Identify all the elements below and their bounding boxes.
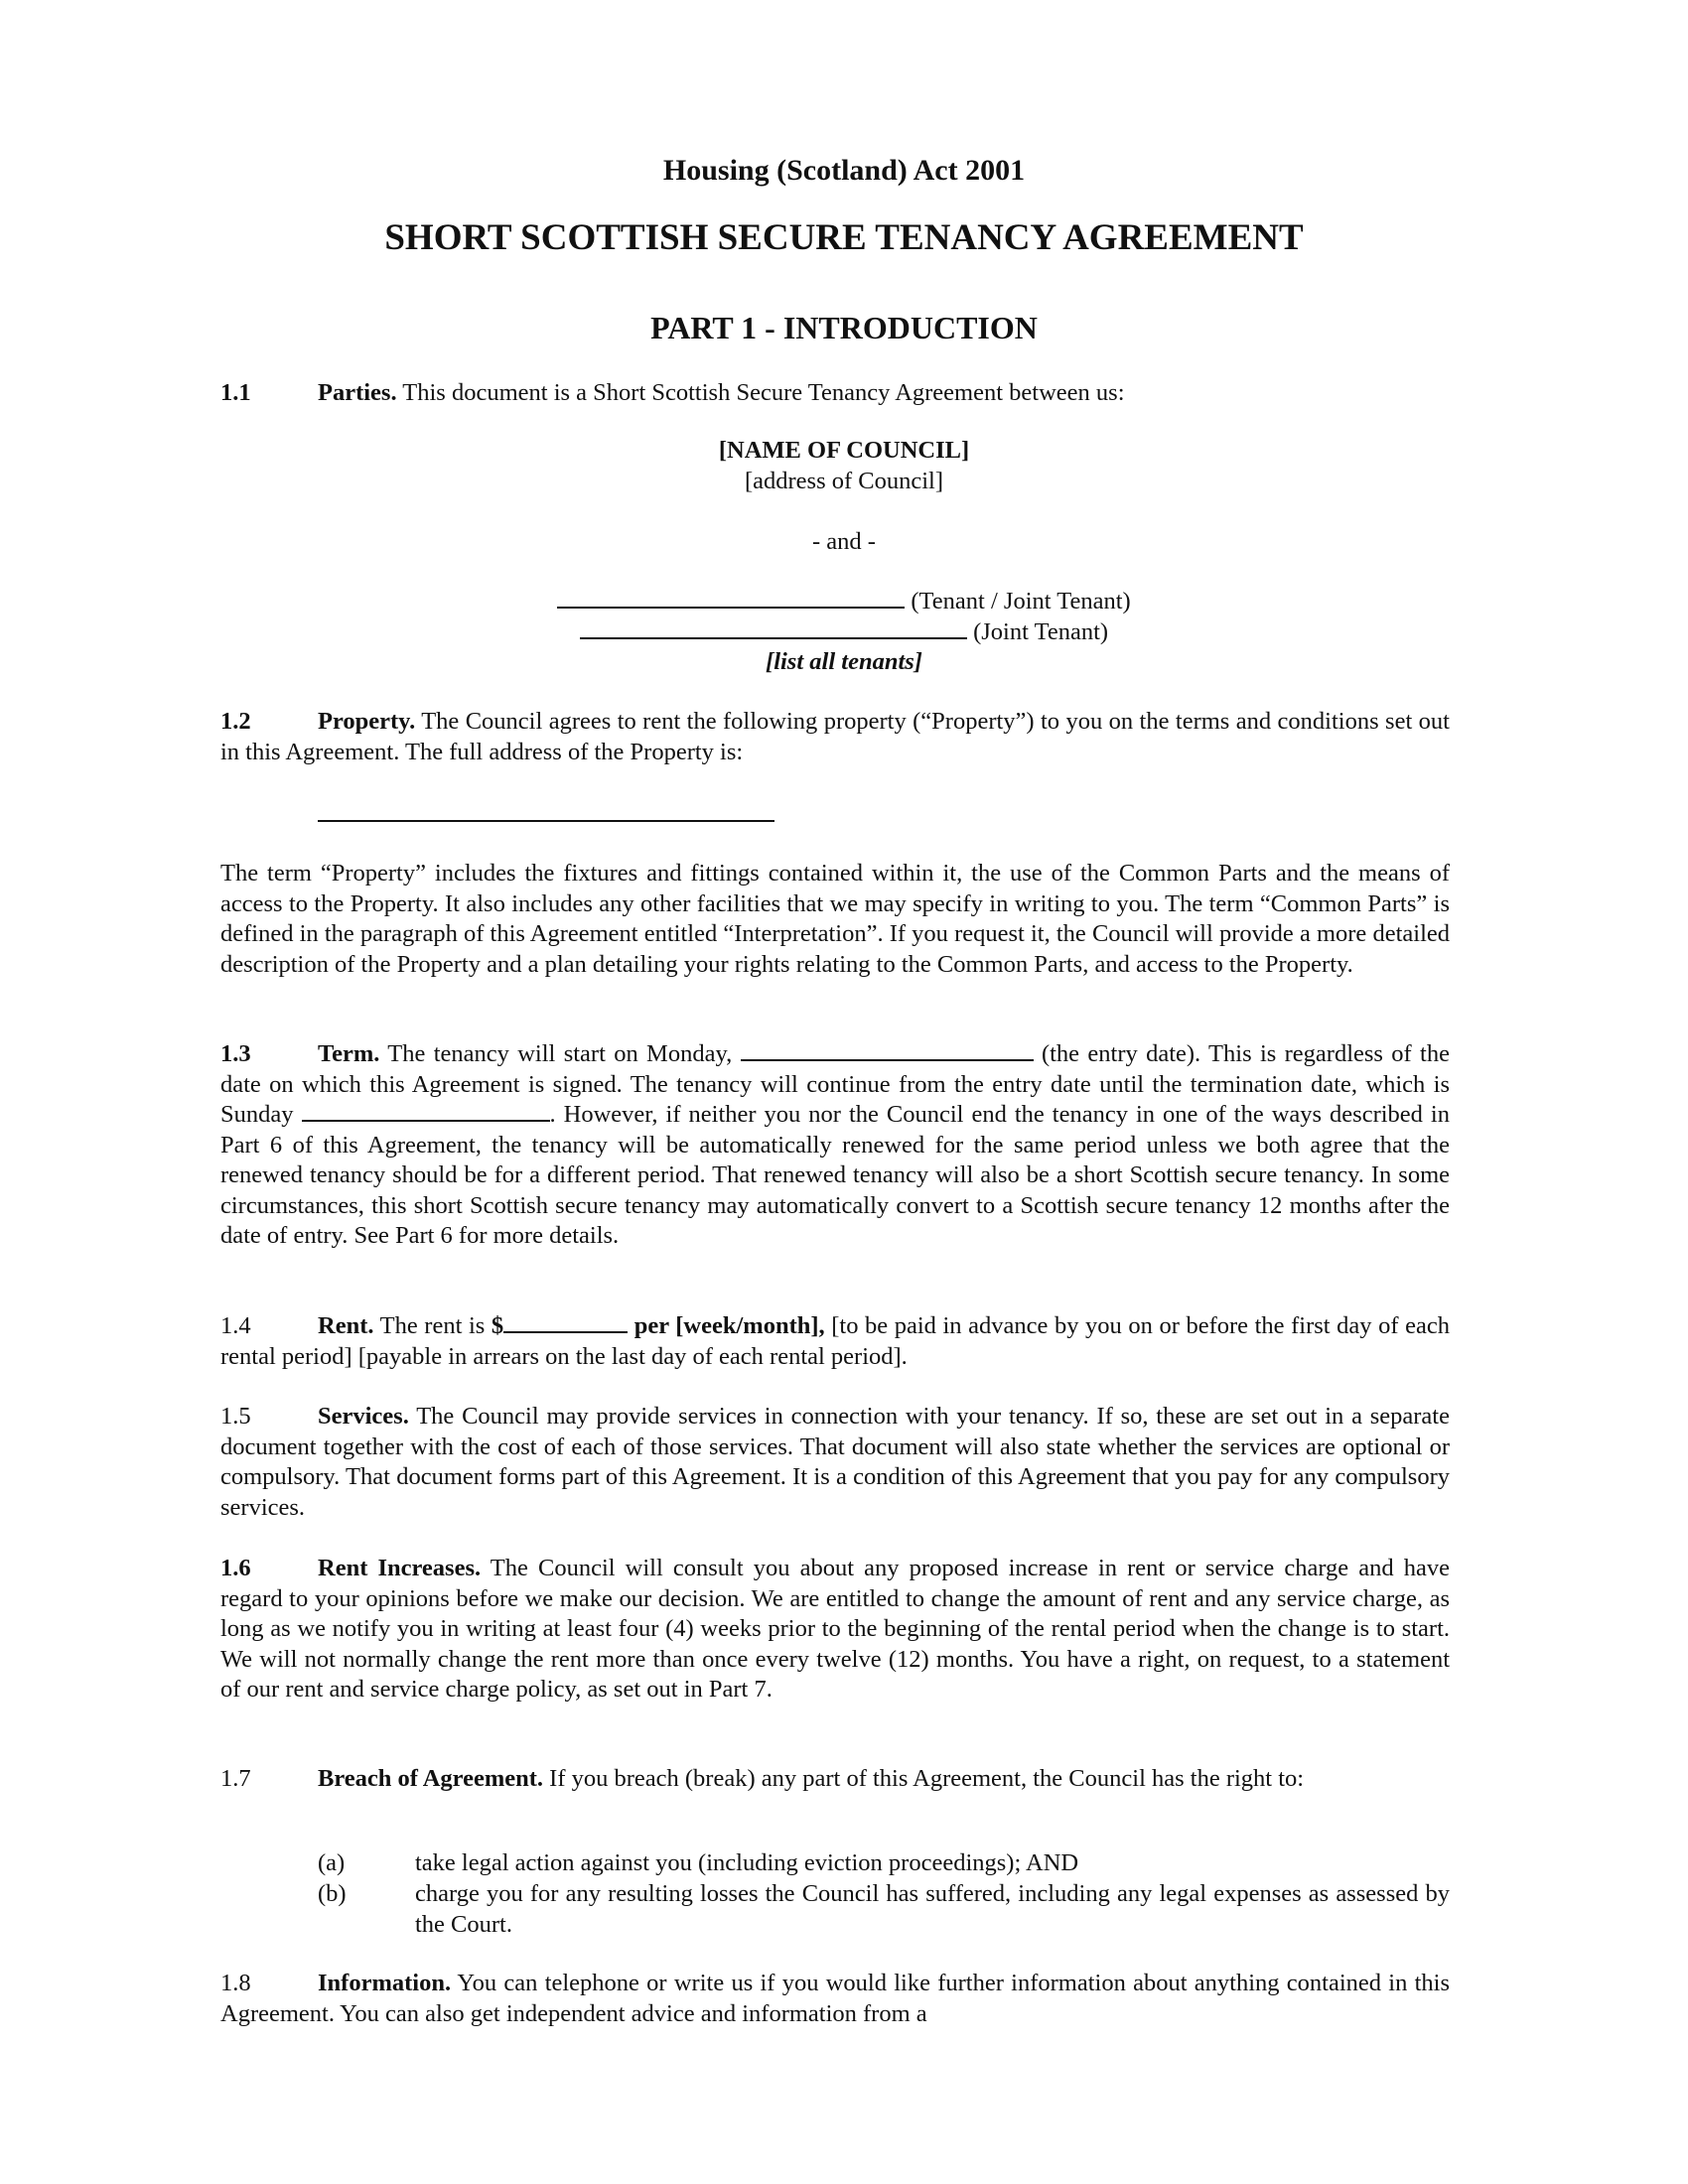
entry-date-blank[interactable] <box>741 1039 1034 1061</box>
tenant-line-2 <box>0 617 1688 648</box>
section-text: (the entry date). This is regardless of the date on which this Agreement is signed. The tenancy will continue from the entry date until the termination date, which is Sunday <box>220 1040 1450 1128</box>
section-number: 1.4 <box>220 1312 251 1339</box>
list-label: (b) <box>318 1880 347 1907</box>
property-address-blank[interactable] <box>318 820 774 822</box>
section-text: [to be paid in advance by you on or before the first day of each rental period] [payable in arrears on the last day of each rental period]. <box>220 1312 1450 1370</box>
list-item <box>318 1848 1450 1879</box>
section-heading: Information. <box>318 1970 452 1996</box>
section-heading: Services. <box>318 1403 409 1430</box>
section-1-6 <box>220 1554 1450 1706</box>
list-text: take legal action against you (including eviction proceedings); AND <box>415 1849 1079 1876</box>
list-label: (a) <box>318 1849 346 1876</box>
tenant-label-2: (Joint Tenant) <box>966 618 1109 645</box>
section-number: 1.2 <box>220 708 251 735</box>
section-1-5 <box>220 1402 1450 1523</box>
section-text: The Council agrees to rent the following property (“Property”) to you on the terms and conditions set out in this Agreement. The full address of the Property is: <box>220 708 1450 765</box>
section-heading: Rent. <box>318 1312 374 1339</box>
section-number: 1.5 <box>220 1403 251 1430</box>
currency-symbol: $ <box>491 1312 504 1339</box>
document-title: SHORT SCOTTISH SECURE TENANCY AGREEMENT <box>384 217 1304 258</box>
act-heading: Housing (Scotland) Act 2001 <box>662 154 1026 187</box>
section-text: . However, if neither you nor the Council end the tenancy in one of the ways described in Part 6 of this Agreement, the tenancy will be automatically renewed for the same period unless we both agree that the renewed tenancy should be for a different period. That renewed tenancy will also be a short Scottish secure tenancy. In some circumstances, this short Scottish secure tenancy may automatically convert to a Scottish secure tenancy 12 months after the date of entry. See Part 6 for more details. <box>220 1101 1450 1249</box>
section-text: This document is a Short Scottish Secure Tenancy Agreement between us: <box>396 379 1125 406</box>
section-heading: Rent Increases. <box>318 1555 482 1581</box>
section-heading: Parties. <box>318 379 397 406</box>
section-text: The Council may provide services in connection with your tenancy. If so, these are set out in a separate document together with the cost of each of those services. That document will also state whether the services are optional or compulsory. That document forms part of this Agreement. It is a condition of this Agreement that you pay for any compulsory services. <box>220 1403 1450 1521</box>
council-address: [address of Council] <box>744 468 944 494</box>
list-item <box>318 1879 1450 1940</box>
part-heading: PART 1 - INTRODUCTION <box>650 310 1038 345</box>
rent-amount-blank[interactable] <box>503 1311 628 1333</box>
rent-period: per [week/month], <box>628 1312 825 1339</box>
section-text: The Council will consult you about any proposed increase in rent or service charge and have regard to your opinions before we make our decision. We are entitled to change the amount of rent and any service charge, as long as we notify you in writing at least four (4) weeks prior to the beginning of the rental period when the change is to start. We will not normally change the rent more than once every twelve (12) months. You have a right, on request, to a statement of our rent and service charge policy, as set out in Part 7. <box>220 1555 1450 1703</box>
termination-date-blank[interactable] <box>302 1100 550 1122</box>
tenant-line-1 <box>0 587 1688 617</box>
section-number: 1.1 <box>220 379 251 406</box>
section-text: The rent is <box>373 1312 492 1339</box>
section-1-7 <box>220 1764 1450 1795</box>
section-1-2 <box>220 707 1450 767</box>
section-heading: Breach of Agreement. <box>318 1765 544 1792</box>
section-text: You can telephone or write us if you would like further information about anything contained in this Agreement. You can also get independent advice and information from a <box>220 1970 1450 2027</box>
section-number: 1.8 <box>220 1970 251 1996</box>
section-1-3 <box>220 1039 1450 1252</box>
and-separator: - and - <box>812 528 876 555</box>
section-1-4 <box>220 1311 1450 1372</box>
section-1-8 <box>220 1969 1450 2029</box>
list-tenants-note: [list all tenants] <box>766 648 922 675</box>
section-number: 1.7 <box>220 1765 251 1792</box>
section-1-1 <box>220 378 1450 409</box>
section-number: 1.3 <box>220 1040 251 1067</box>
tenant-name-blank-1[interactable] <box>557 587 905 609</box>
property-definition: The term “Property” includes the fixtures and fittings contained within it, the use of the Common Parts and the means of access to the Property. It also includes any other facilities that we may specify in writing to you. The term “Common Parts” is defined in the paragraph of this Agreement entitled “Interpretation”. If you request it, the Council will provide a more detailed description of the Property and a plan detailing your rights relating to the Common Parts, and access to the Property. <box>220 860 1450 978</box>
section-text: The tenancy will start on Monday, <box>379 1040 741 1067</box>
section-text: If you breach (break) any part of this Agreement, the Council has the right to: <box>543 1765 1305 1792</box>
tenant-name-blank-2[interactable] <box>580 617 967 639</box>
section-heading: Property. <box>318 708 416 735</box>
council-name: [NAME OF COUNCIL] <box>718 437 970 464</box>
list-text: charge you for any resulting losses the Council has suffered, including any legal expenses as assessed by the Court. <box>415 1880 1450 1938</box>
tenant-label-1: (Tenant / Joint Tenant) <box>905 588 1131 614</box>
section-number: 1.6 <box>220 1555 251 1581</box>
section-heading: Term. <box>318 1040 380 1067</box>
